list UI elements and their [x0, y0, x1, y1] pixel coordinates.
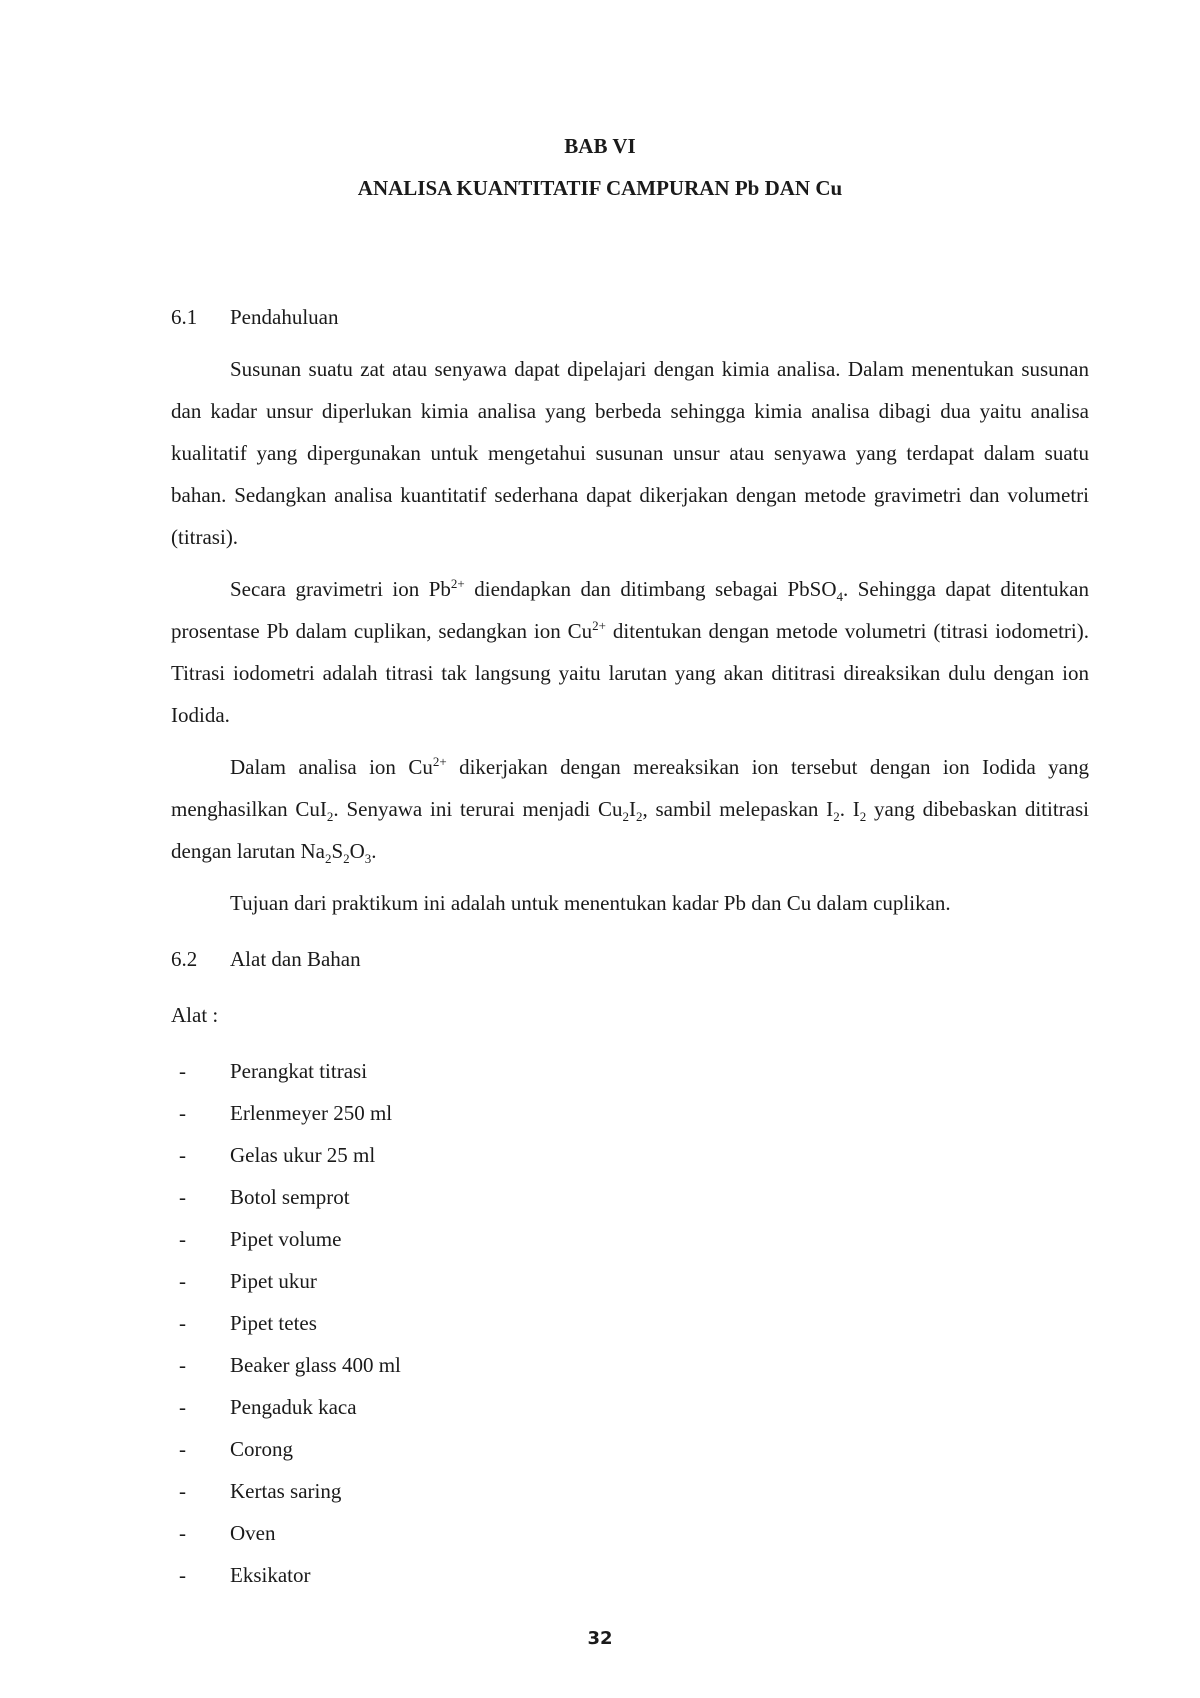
paragraph-2: Secara gravimetri ion $Pb^{2+}$ diendapkan dan ditimbang sebagai PbSO$_4$. Sehingga dapat ditentukan prosentase Pb dalam cuplikan, sedangkan ion $Cu^{2+}$ ditentukan dengan metode volumetri (titrasi iodometri). Titrasi iodometri adalah titrasi tak langsung yaitu larutan yang akan dititrasi direaksikan dulu dengan ion Iodida. — [171, 576, 1090, 727]
list-bullet: - — [179, 1059, 186, 1083]
list-item-label: Botol semprot — [230, 1185, 350, 1209]
paragraph-3: Dalam analisa ion $Cu^{2+}$ dikerjakan dengan mereaksikan ion tersebut dengan ion Iodida yang menghasilkan CuI$_2$. Senyawa ini terurai menjadi $Cu_2I_2$, sambil melepaskan $I_2$. $I_2$ yang dibebaskan dititrasi dengan larutan $Na_2S_2O_3$. — [171, 754, 1089, 867]
section-number: 6.2 — [171, 947, 198, 971]
list-item — [171, 1554, 1089, 1596]
list-item-label: Kertas saring — [230, 1479, 342, 1503]
list-bullet: - — [179, 1311, 186, 1335]
list-item-label: Pipet ukur — [230, 1269, 317, 1293]
list-item-label: Beaker glass 400 ml — [230, 1353, 401, 1377]
list-bullet: - — [179, 1185, 186, 1209]
list-bullet: - — [179, 1563, 186, 1587]
list-bullet: - — [179, 1479, 186, 1503]
list-item — [171, 1050, 1089, 1092]
list-bullet: - — [179, 1101, 186, 1125]
list-item — [171, 1092, 1089, 1134]
chapter-number: BAB VI — [564, 134, 636, 158]
section-heading-pendahuluan — [171, 296, 1089, 338]
list-item-label: Erlenmeyer 250 ml — [230, 1101, 393, 1125]
list-item-label: Oven — [230, 1521, 276, 1545]
list-bullet: - — [179, 1437, 186, 1461]
list-bullet: - — [179, 1143, 186, 1167]
list-item — [171, 1386, 1089, 1428]
tool-list — [171, 1050, 1089, 1596]
list-bullet: - — [179, 1353, 186, 1377]
alat-label: Alat : — [171, 1003, 219, 1027]
list-item-label: Pipet tetes — [230, 1311, 317, 1335]
list-item-label: Pengaduk kaca — [230, 1395, 357, 1419]
list-item — [171, 1134, 1089, 1176]
list-item — [171, 1260, 1089, 1302]
list-item-label: Gelas ukur 25 ml — [230, 1143, 376, 1167]
list-bullet: - — [179, 1227, 186, 1251]
chapter-title: ANALISA KUANTITATIF CAMPURAN Pb DAN Cu — [357, 176, 843, 200]
list-item — [171, 1218, 1089, 1260]
list-item-label: Corong — [230, 1437, 293, 1461]
list-bullet: - — [179, 1395, 186, 1419]
list-bullet: - — [179, 1521, 186, 1545]
page-number: 32 — [587, 1628, 613, 1649]
section-title: Pendahuluan — [230, 305, 339, 329]
list-bullet: - — [179, 1269, 186, 1293]
list-item-label: Pipet volume — [230, 1227, 342, 1251]
document-body — [171, 296, 1089, 1596]
section-heading-alat-dan-bahan — [171, 938, 1089, 980]
section-number: 6.1 — [171, 305, 198, 329]
list-item-label: Eksikator — [230, 1563, 311, 1587]
list-item — [171, 1176, 1089, 1218]
section-title: Alat dan Bahan — [230, 947, 361, 971]
list-item — [171, 1344, 1089, 1386]
paragraph-4: Tujuan dari praktikum ini adalah untuk menentukan kadar Pb dan Cu dalam cuplikan. — [230, 891, 951, 915]
list-item — [171, 1512, 1089, 1554]
list-item — [171, 1302, 1089, 1344]
paragraph-1: Susunan suatu zat atau senyawa dapat dipelajari dengan kimia analisa. Dalam menentukan susunan dan kadar unsur diperlukan kimia analisa yang berbeda sehingga kimia analisa dibagi dua yaitu analisa kualitatif yang dipergunakan untuk mengetahui susunan unsur atau senyawa yang terdapat dalam suatu bahan. Sedangkan analisa kuantitatif sederhana dapat dikerjakan dengan metode gravimetri dan volumetri (titrasi). — [171, 357, 1089, 549]
list-item-label: Perangkat titrasi — [230, 1059, 368, 1083]
list-item — [171, 1428, 1089, 1470]
list-item — [171, 1470, 1089, 1512]
